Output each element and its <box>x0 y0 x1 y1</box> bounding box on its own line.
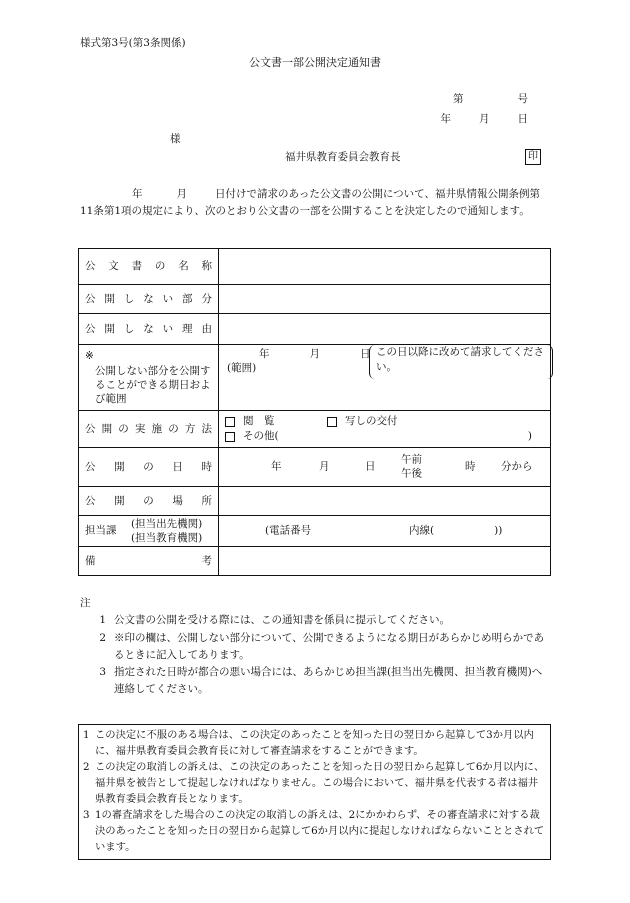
dept-extension-label: 内線( <box>409 524 435 537</box>
note-text: 指定された日時が都合の悪い場合には、あらかじめ担当課(担当出先機関、担当教育機関)へ連絡してください。 <box>114 666 543 696</box>
note-text: ※印の欄は、公開しない部分について、公開できるようになる期日があらかじめ明らかであるときに記入してあります。 <box>114 631 545 661</box>
decision-table <box>78 248 551 576</box>
note-number: 3 <box>99 666 106 679</box>
dept-sub1: (担当出先機関) <box>131 518 203 530</box>
row-disclosure-method <box>79 411 551 448</box>
appeal-number: 1 <box>83 729 90 741</box>
value-non-public-reason[interactable] <box>219 314 551 345</box>
document-title: 公文書一部公開決定通知書 <box>249 56 381 69</box>
period-year: 年 <box>259 348 270 360</box>
document-number-line <box>453 92 528 107</box>
label-char: 開 <box>104 292 115 305</box>
row-non-public-part <box>79 285 551 314</box>
row-remarks <box>79 547 551 576</box>
addressee-suffix: 様 <box>170 133 181 145</box>
row-disclosure-datetime <box>79 448 551 487</box>
label-char: 理 <box>182 322 193 335</box>
dept-label: 担当課 <box>85 524 117 537</box>
issue-date-line <box>441 112 529 127</box>
dept-extension-close: )) <box>494 524 503 537</box>
label-char: 公 <box>85 422 96 435</box>
intro-year: 年 <box>132 188 143 200</box>
checkbox-other[interactable] <box>225 432 235 442</box>
appeal-notice-box <box>78 724 551 860</box>
label-non-public-reason <box>79 314 219 345</box>
note-text: 公文書の公開を受ける際には、この通知書を係員に提示してください。 <box>114 614 450 626</box>
dt-year: 年 <box>271 460 282 473</box>
form-number: 様式第3号(第3条関係) <box>80 37 186 49</box>
label-char: 備 <box>85 554 96 567</box>
label-disclosure-place <box>79 487 219 516</box>
label-char: し <box>123 322 135 335</box>
dt-month: 月 <box>319 460 330 473</box>
label-remarks <box>79 547 219 576</box>
label-char: 由 <box>201 322 212 335</box>
period-date <box>259 347 371 362</box>
label-char: い <box>162 292 174 305</box>
label-char: し <box>123 292 135 305</box>
number-prefix: 第 <box>453 93 464 105</box>
dt-hour: 時 <box>465 460 476 473</box>
notes-list <box>80 612 550 699</box>
row-non-public-reason <box>79 314 551 345</box>
intro-paragraph <box>80 186 550 220</box>
value-document-name[interactable] <box>219 249 551 285</box>
label-char: 場 <box>172 494 183 507</box>
label-char: 公 <box>85 260 96 273</box>
seal-box: 印 <box>525 149 541 165</box>
note-number: 2 <box>99 631 106 644</box>
label-char: 公 <box>85 292 96 305</box>
row-department <box>79 516 551 547</box>
intro-text: 日付けで請求のあった公文書の公開について、福井県情報公開条例第11条第1項の規定により、次のとおり公文書の一部を公開することを決定したので通知します。 <box>80 188 540 217</box>
label-char: の <box>118 422 129 435</box>
period-label-text: 公開しない部分を公開することができる期日および範囲 <box>95 364 211 405</box>
value-disclosure-datetime[interactable] <box>219 448 551 487</box>
period-day: 日 <box>360 348 371 360</box>
appeal-number: 3 <box>83 808 90 821</box>
label-char: 時 <box>201 460 212 473</box>
label-char: 施 <box>151 422 163 435</box>
value-non-public-part[interactable] <box>219 285 551 314</box>
value-remarks[interactable] <box>219 547 551 576</box>
label-char: 開 <box>104 322 115 335</box>
label-char: の <box>168 422 179 435</box>
label-char: 称 <box>201 260 212 273</box>
dept-phone: (電話番号 <box>265 524 312 537</box>
option-view-label: 閲 覧 <box>243 415 275 428</box>
label-char: 公 <box>85 322 96 335</box>
dept-extension <box>409 524 502 539</box>
intro-month: 月 <box>176 188 187 200</box>
issue-day: 日 <box>517 113 528 125</box>
issue-month: 月 <box>479 113 490 125</box>
label-char: い <box>162 322 174 335</box>
label-char: 方 <box>184 422 196 435</box>
option-other-close: ) <box>527 430 532 443</box>
note-number: 1 <box>99 614 106 626</box>
label-disclosure-datetime <box>79 448 219 487</box>
label-department <box>79 516 219 547</box>
dt-pm: 午後 <box>401 467 422 479</box>
label-char: 法 <box>201 422 212 435</box>
label-non-public-part <box>79 285 219 314</box>
appeal-item <box>83 760 546 808</box>
label-document-name <box>79 249 219 285</box>
dt-ampm <box>401 453 422 480</box>
value-disclosure-place[interactable] <box>219 487 551 516</box>
label-char: 名 <box>178 260 189 273</box>
label-char: 文 <box>108 260 119 273</box>
label-char: 公 <box>85 494 96 507</box>
checkbox-copy[interactable] <box>327 417 337 427</box>
note-item <box>80 664 550 698</box>
label-char: 所 <box>201 494 212 507</box>
label-char: 書 <box>131 260 143 273</box>
label-char: 開 <box>114 460 125 473</box>
label-char: の <box>143 494 154 507</box>
row-disclosure-period <box>79 345 551 411</box>
dt-day: 日 <box>365 460 376 473</box>
period-month: 月 <box>309 348 320 360</box>
label-char: 考 <box>201 554 212 567</box>
note-item <box>80 612 550 629</box>
row-disclosure-place <box>79 487 551 516</box>
dept-sub-labels <box>131 517 202 545</box>
label-disclosure-period <box>79 345 219 411</box>
label-char: の <box>143 460 154 473</box>
dt-am: 午前 <box>401 453 422 466</box>
number-suffix: 号 <box>517 93 528 105</box>
label-char: の <box>154 260 166 273</box>
value-department[interactable] <box>219 516 551 547</box>
option-copy-label: 写しの交付 <box>345 415 398 428</box>
value-disclosure-period[interactable] <box>219 345 551 411</box>
label-char: 部 <box>182 292 193 305</box>
appeal-item <box>83 808 546 856</box>
note-item <box>80 630 550 664</box>
appeal-item <box>83 728 546 760</box>
dt-minute-from: 分から <box>501 460 533 473</box>
asterisk-mark: ※ <box>85 349 94 362</box>
label-char: 開 <box>101 422 113 435</box>
issue-year: 年 <box>440 113 451 125</box>
label-disclosure-method <box>79 411 219 448</box>
label-char: な <box>143 322 154 335</box>
option-other-label: その他( <box>243 430 279 443</box>
checkbox-view[interactable] <box>225 417 235 427</box>
label-char: 公 <box>85 460 96 473</box>
appeal-text: この決定に不服のある場合は、この決定のあったことを知った日の翌日から起算して3か月以内に、福井県教育委員会教育長に対して審査請求をすることができます。 <box>95 729 534 757</box>
label-char: 分 <box>201 292 212 305</box>
period-range: (範囲) <box>227 362 257 374</box>
row-document-name <box>79 249 551 285</box>
notes-title: 注 <box>80 597 91 609</box>
appeal-text: この決定の取消しの訴えは、この決定のあったことを知った日の翌日から起算して6か月以内に、福井県を被告として提起しなければなりません。この場合において、福井県を代表する者は福井県教育委員会教育長となります。 <box>95 760 545 805</box>
label-char: 実 <box>134 422 146 435</box>
issuer-name: 福井県教育委員会教育長 <box>285 151 401 163</box>
value-disclosure-method <box>219 411 551 448</box>
period-note: この日以降に改めて請求してください。 <box>369 345 553 379</box>
label-char: な <box>143 292 154 305</box>
appeal-number: 2 <box>83 760 90 773</box>
dept-sub2: (担当教育機関) <box>131 532 203 545</box>
label-char: 開 <box>114 494 125 507</box>
appeal-text: 1の審査請求をした場合のこの決定の取消しの訴えは、2にかかわらず、その審査請求に対する裁決のあったことを知った日の翌日から起算して6か月以内に提起しなければならないこととされています。 <box>95 808 545 853</box>
label-char: 日 <box>172 460 183 473</box>
